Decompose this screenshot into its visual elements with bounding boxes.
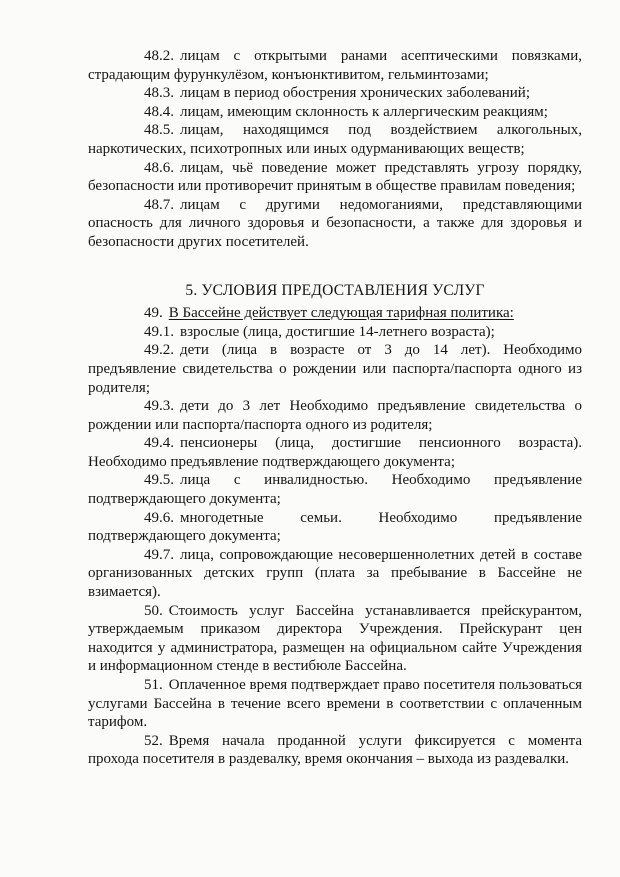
paragraph-number: 48.7. <box>144 196 174 213</box>
paragraph-49-5 <box>88 471 582 508</box>
paragraph-text: лицам, чьё поведение может представлять угрозу порядку, безопасности или противоречит принятым в обществе правилам поведения; <box>88 159 582 195</box>
paragraph-text: Время начала проданной услуги фиксируется с момента прохода посетителя в раздевалку, время окончания – выхода из раздевалки. <box>88 732 582 768</box>
paragraph-49-6 <box>88 509 582 546</box>
paragraph-49-7 <box>88 546 582 602</box>
paragraph-48-3 <box>88 84 582 103</box>
paragraph-number: 49.2. <box>144 342 174 359</box>
paragraph-text: лицам, находящимся под воздействием алкогольных, наркотических, психотропных или иных одурманивающих веществ; <box>88 122 582 157</box>
paragraph-49-3 <box>88 397 582 434</box>
paragraph-number: 49. <box>144 305 163 322</box>
section-title: 5. УСЛОВИЯ ПРЕДОСТАВЛЕНИЯ УСЛУГ <box>185 281 485 299</box>
paragraph-number: 49.7. <box>144 546 174 563</box>
paragraph-text: лицам, имеющим склонность к аллергическим реакциям; <box>180 103 548 120</box>
paragraph-text: взрослые (лица, достигшие 14-летнего возраста); <box>180 323 495 340</box>
paragraph-number: 48.6. <box>144 159 174 176</box>
paragraph-52 <box>88 732 582 769</box>
paragraph-number: 49.6. <box>144 509 174 526</box>
paragraph-49-4 <box>88 434 582 471</box>
tariff-intro-text: В Бассейне действует следующая тарифная политика: <box>168 305 514 322</box>
paragraph-number: 49.4. <box>144 435 174 452</box>
paragraph-number: 52. <box>144 732 163 749</box>
paragraph-48-6 <box>88 159 582 196</box>
paragraph-number: 51. <box>144 677 163 693</box>
paragraph-48-2 <box>88 47 582 84</box>
paragraph-number: 50. <box>144 602 163 619</box>
paragraph-50 <box>88 602 582 676</box>
paragraph-48-4 <box>88 103 582 122</box>
paragraph-number: 48.3. <box>144 85 174 102</box>
paragraph-number: 48.2. <box>144 48 174 64</box>
paragraph-text: лицам с открытыми ранами асептическими повязками, страдающим фурункулёзом, конъюнктивитом, гельминтозами; <box>88 48 582 83</box>
paragraph-number: 49.5. <box>144 472 174 489</box>
paragraph-text: дети до 3 лет Необходимо предъявление свидетельства о рождении или паспорта/паспорта одного из родителя; <box>88 398 582 433</box>
paragraph-48-7 <box>88 196 582 252</box>
paragraph-49-2 <box>88 341 582 397</box>
paragraph-text: многодетные семьи. Необходимо предъявление подтверждающего документа; <box>88 509 582 545</box>
paragraph-text: лицам в период обострения хронических заболеваний; <box>180 85 531 102</box>
paragraph-number: 48.4. <box>144 103 174 120</box>
paragraph-number: 49.3. <box>144 398 174 415</box>
paragraph-number: 48.5. <box>144 122 174 139</box>
paragraph-text: пенсионеры (лица, достигшие пенсионного возраста). Необходимо предъявление подтверждающего документа; <box>88 435 582 470</box>
paragraph-text: Стоимость услуг Бассейна устанавливается прейскурантом, утверждаемым приказом директора Учреждения. Прейскурант цен находится у администратора, размещен на официальном сайте Учреждения и информационном стенде в вестибюле Бассейна. <box>88 602 582 675</box>
paragraph-number: 49.1. <box>144 323 174 340</box>
paragraph-text: дети (лица в возрасте от 3 до 14 лет). Необходимо предъявление свидетельства о рождении или паспорта/паспорта одного из родителя; <box>88 342 582 396</box>
paragraph-51 <box>88 676 582 732</box>
paragraph-text: Оплаченное время подтверждает право посетителя пользоваться услугами Бассейна в течение всего времени в соответствии с оплаченным тарифом. <box>88 677 582 731</box>
paragraph-49-1 <box>88 323 582 342</box>
paragraph-48-5 <box>88 121 582 158</box>
paragraph-text: лицам с другими недомоганиями, представляющими опасность для личного здоровья и безопасности, а также для здоровья и безопасности других посетителей. <box>88 196 582 250</box>
paragraph-49 <box>88 304 582 323</box>
paragraph-text: лица с инвалидностью. Необходимо предъявление подтверждающего документа; <box>88 472 582 508</box>
document-body <box>88 47 582 769</box>
paragraph-text: лица, сопровождающие несовершеннолетних детей в составе организованных детских групп (плата за пребывание в Бассейне не взимается). <box>88 546 582 601</box>
